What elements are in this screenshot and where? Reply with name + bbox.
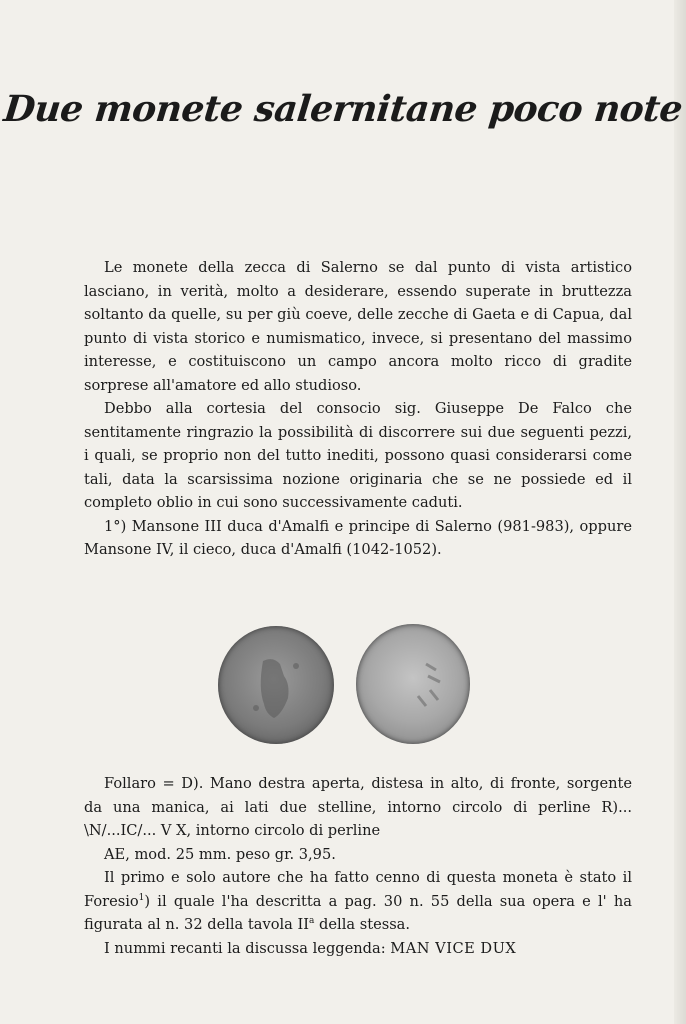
coin-reverse-image [356,624,470,744]
legend-inscription: MAN VICE DUX [390,939,517,957]
paragraph-intro: Le monete della zecca di Salerno se dal punto di vista artistico lasciano, in verità, molto a desiderare, essendo superate in bruttezza soltanto da quelle, su per giù coeve, delle zecche di Gaeta e di Capua, dal punto di vista storico e numismatico, invece, si presentano del massimo interesse, e costituiscono un campo ancora molto ricco di gradite sorprese all'amatore ed allo studioso. [84,259,632,394]
paragraph-nummi [84,937,632,961]
coin-specs: AE, mod. 25 mm. peso gr. 3,95. [104,845,336,863]
nummi-text: I nummi recanti la discussa leggenda: [104,939,386,957]
paragraph-coin-1-heading: 1°) Mansone III duca d'Amalfi e principe di Salerno (981-983), oppure Mansone IV, il cieco, duca d'Amalfi (1042-1052). [84,517,632,558]
paragraph-thanks: Debbo alla cortesia del consocio sig. Giuseppe De Falco che sentitamente ringrazio la possibilità di discorrere sui due seguenti pezzi, i quali, se proprio non del tutto inediti, possono quasi considerarsi come tali, data la scarsissima nozione originaria che se ne possiede ed il completo oblio in cui sono successivamente caduti. [84,400,632,511]
page-edge [674,0,686,1024]
intro-section [84,256,632,562]
paragraph-foresio [84,866,632,937]
foresio-text-c: della stessa. [314,916,411,933]
page-title: Due monete salernitane poco note [1,88,685,130]
foresio-text-b: ) il quale l'ha descritta a pag. 30 n. 55 della sua opera e l' ha figurata al n. 32 della tavola II [84,892,632,933]
tavola-superscript: a [309,916,315,927]
coin-description-line [84,772,632,843]
coin-obverse-image [218,626,334,744]
foresio-text-a: Il primo e solo autore che ha fatto cenno di questa moneta è stato il Foresio [84,869,632,910]
hand-figure-icon [218,626,334,744]
description-obverse: Follaro = D). Mano destra aperta, distesa in alto, di fronte, sorgente da una manica, ai lati due stelline, intorno circolo di perline [84,775,632,816]
description-reverse: R)... \N/...IC/... V X, intorno circolo di perline [84,798,632,839]
coin-photographs [0,620,686,750]
footnote-marker: 1 [138,892,145,903]
legend-letters-icon [356,624,470,744]
coin-description [84,772,632,960]
